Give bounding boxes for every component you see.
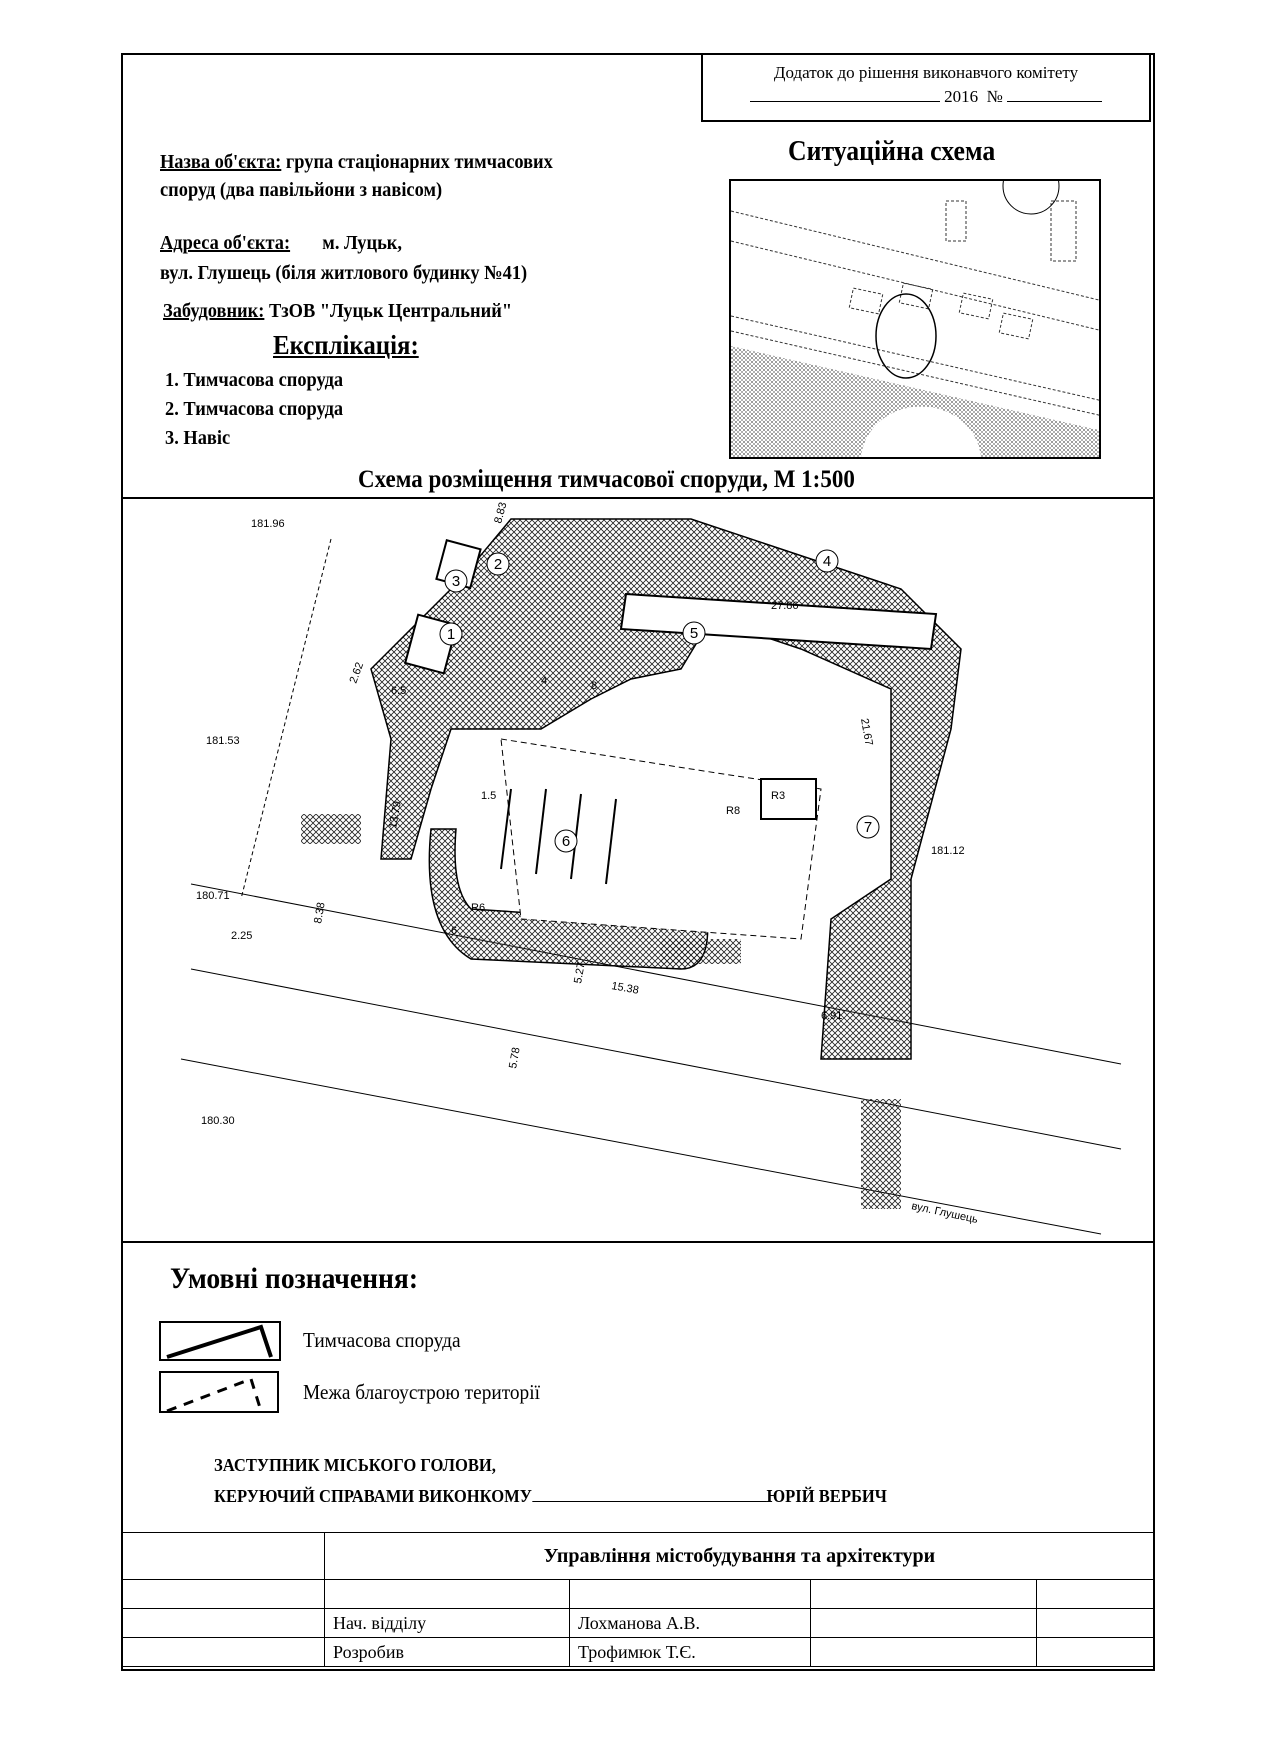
elevation-label: 180.30 <box>201 1115 235 1127</box>
object-address <box>160 228 527 288</box>
situation-map-drawing <box>731 181 1101 459</box>
circled-label <box>487 553 509 575</box>
role-cell: Нач. відділу <box>325 1609 570 1638</box>
appendix-number-sign: № <box>986 87 1003 106</box>
circled-label <box>857 816 879 838</box>
object-name-value-2: споруд (два павільйони з навісом) <box>160 179 443 201</box>
dim-label: 6.5 <box>391 685 407 697</box>
developer <box>163 300 512 323</box>
number-blank <box>1007 87 1102 102</box>
legend-label: Межа благоустрою території <box>303 1380 540 1404</box>
street-label: вул. Глушець <box>910 1200 980 1226</box>
svg-text:2: 2 <box>493 556 503 573</box>
dim-label: 15.38 <box>610 980 640 997</box>
solid-line-icon <box>159 1321 281 1361</box>
dim-label: 6.91 <box>821 1010 843 1022</box>
elevation-label: 181.96 <box>251 518 285 530</box>
dim-label: 6 <box>451 925 458 937</box>
object-name-value: група стаціонарних тимчасових <box>285 151 553 173</box>
signature-block <box>214 1450 887 1512</box>
legend-label: Тимчасова споруда <box>303 1328 461 1352</box>
date-blank <box>750 87 940 102</box>
svg-text:4: 4 <box>822 553 832 570</box>
circled-label <box>683 622 705 644</box>
title-block <box>121 1532 1155 1667</box>
svg-text:6: 6 <box>561 833 571 850</box>
explication-item: 3. Навіс <box>165 427 231 449</box>
explication-item: 1. Тимчасова споруда <box>165 369 344 391</box>
dim-label: 1.5 <box>481 790 497 802</box>
svg-text:3: 3 <box>451 573 461 590</box>
signatory-name: ЮРІЙ ВЕРБИЧ <box>766 1486 887 1506</box>
circled-label <box>816 550 838 572</box>
dim-label: 8 <box>591 680 598 692</box>
dim-label: 5.78 <box>507 1046 523 1070</box>
dim-label: 27.86 <box>771 600 799 612</box>
developer-value: ТзОВ "Луцьк Центральний" <box>268 300 513 322</box>
circled-label <box>445 570 467 592</box>
object-name <box>160 148 553 204</box>
address-street: вул. Глушець (біля житлового будинку №41) <box>160 262 528 284</box>
person-cell: Лохманова А.В. <box>570 1609 811 1638</box>
dim-label: 5.27 <box>572 961 588 985</box>
address-city: м. Луцьк, <box>322 232 403 254</box>
dim-label: 21.67 <box>858 717 875 747</box>
legend-title: Умовні позначення: <box>170 1262 419 1295</box>
circled-label <box>555 830 577 852</box>
object-name-label: Назва об'єкта: <box>160 151 282 173</box>
plan-title: Схема розміщення тимчасової споруди, М 1:500 <box>358 466 855 493</box>
signature-blank <box>532 1485 767 1502</box>
situation-map <box>729 179 1101 459</box>
dim-label: 8.83 <box>492 500 510 525</box>
role-cell: Розробив <box>325 1638 570 1667</box>
site-plan <box>121 499 1155 1241</box>
dim-label: R6 <box>471 902 486 914</box>
department-name: Управління містобудування та архітектури <box>325 1533 1155 1580</box>
appendix-year: 2016 <box>944 87 979 106</box>
appendix-line: Додаток до рішення виконавчого комітету <box>773 63 1079 82</box>
divider <box>121 1241 1155 1243</box>
signatory-title: ЗАСТУПНИК МІСЬКОГО ГОЛОВИ, <box>214 1455 496 1475</box>
dashed-line-icon <box>159 1371 279 1413</box>
circled-label <box>440 623 462 645</box>
explication-item: 2. Тимчасова споруда <box>165 398 344 420</box>
dim-label: 2.62 <box>347 660 367 686</box>
signatory-title-2: КЕРУЮЧИЙ СПРАВАМИ ВИКОНКОМУ <box>214 1486 532 1506</box>
explication-title: Експлікація: <box>273 330 419 360</box>
appendix-date-line <box>703 85 1149 109</box>
elevation-label: 180.71 <box>196 890 230 902</box>
person-cell: Трофимюк Т.Є. <box>570 1638 811 1667</box>
svg-text:1: 1 <box>446 626 456 643</box>
dim-label: 2.25 <box>231 930 253 942</box>
dim-label: R3 <box>771 790 786 802</box>
dim-label: R8 <box>726 805 741 817</box>
address-label: Адреса об'єкта: <box>160 232 291 254</box>
dim-label: 4 <box>541 675 548 687</box>
appendix-box <box>701 53 1151 122</box>
elevation-label: 181.12 <box>931 845 965 857</box>
svg-text:7: 7 <box>863 819 873 836</box>
elevation-label: 181.53 <box>206 735 240 747</box>
dim-label: 8.38 <box>312 901 328 925</box>
dim-label: 13.79 <box>387 800 404 830</box>
explication-list <box>165 366 343 453</box>
situation-title: Ситуаційна схема <box>788 136 996 167</box>
developer-label: Забудовник: <box>163 300 265 322</box>
svg-text:5: 5 <box>689 625 699 642</box>
